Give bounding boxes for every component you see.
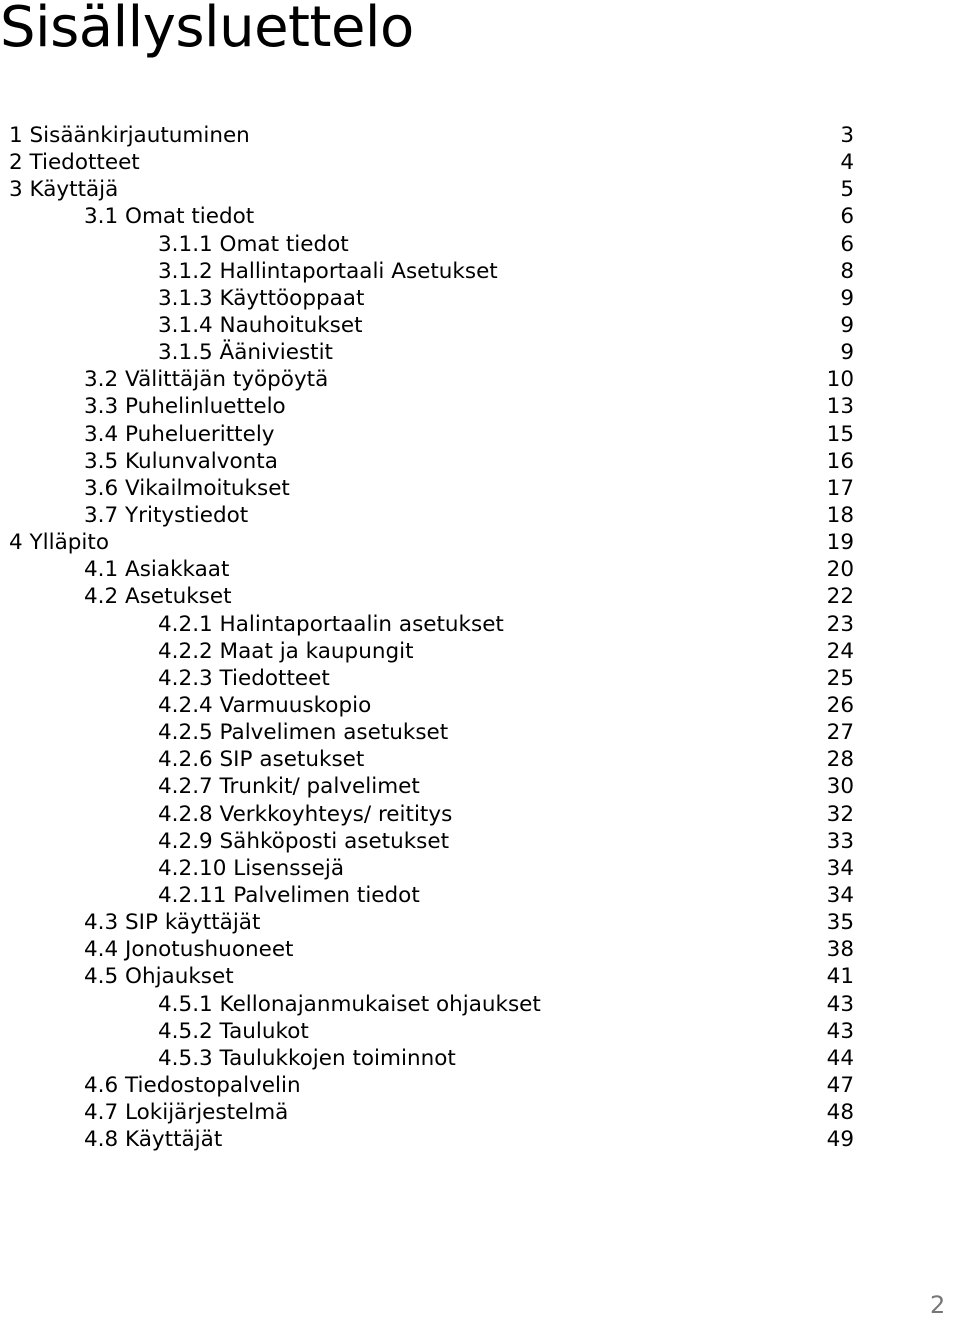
toc-entry[interactable] bbox=[0, 963, 960, 990]
toc-entry[interactable] bbox=[0, 393, 960, 420]
toc-entry-label: 4.2.9 Sähköposti asetukset bbox=[158, 828, 450, 854]
toc-entry[interactable] bbox=[0, 312, 960, 339]
toc-entry-page: 20 bbox=[826, 557, 854, 583]
toc-entry-page: 23 bbox=[826, 611, 854, 637]
toc-entry-page: 6 bbox=[840, 204, 854, 230]
toc-entry[interactable] bbox=[0, 556, 960, 583]
toc-entry-page: 34 bbox=[826, 882, 854, 908]
toc-entry[interactable] bbox=[0, 1072, 960, 1099]
toc-entry-page: 25 bbox=[826, 665, 854, 691]
toc-entry-page: 47 bbox=[826, 1072, 854, 1098]
toc-entry-label: 4.2.8 Verkkoyhteys/ reititys bbox=[158, 801, 453, 827]
toc-entry[interactable] bbox=[0, 583, 960, 610]
toc-entry-page: 24 bbox=[826, 638, 854, 664]
toc-entry-label: 4.2.5 Palvelimen asetukset bbox=[158, 720, 449, 746]
page-title: Sisällysluettelo bbox=[0, 0, 414, 60]
toc-entry[interactable] bbox=[0, 285, 960, 312]
toc-entry-label: 4.2.11 Palvelimen tiedot bbox=[158, 882, 420, 908]
toc-entry[interactable] bbox=[0, 1099, 960, 1126]
toc-entry-label: 4.2.1 Halintaportaalin asetukset bbox=[158, 611, 504, 637]
toc-entry-page: 9 bbox=[840, 340, 854, 366]
toc-entry-label: 2 Tiedotteet bbox=[9, 150, 140, 176]
toc-entry-label: 3.7 Yritystiedot bbox=[84, 502, 249, 528]
toc-entry-label: 3.1 Omat tiedot bbox=[84, 204, 255, 230]
toc-entry-page: 18 bbox=[826, 502, 854, 528]
toc-entry-label: 3.6 Vikailmoitukset bbox=[84, 475, 290, 501]
toc-entry-label: 4.2.10 Lisenssejä bbox=[158, 855, 345, 881]
toc-entry-label: 1 Sisäänkirjautuminen bbox=[9, 123, 250, 148]
toc-entry-label: 4.8 Käyttäjät bbox=[84, 1127, 223, 1153]
toc-entry-label: 4.5.2 Taulukot bbox=[158, 1018, 309, 1044]
toc-entry-page: 6 bbox=[840, 231, 854, 257]
toc-entry-page: 27 bbox=[826, 720, 854, 746]
page-number: 2 bbox=[930, 1291, 946, 1319]
toc-entry-label: 4.4 Jonotushuoneet bbox=[84, 937, 294, 963]
toc-entry-page: 38 bbox=[826, 937, 854, 963]
toc-entry-label: 3.3 Puhelinluettelo bbox=[84, 394, 286, 420]
toc-entry-page: 16 bbox=[826, 448, 854, 474]
toc-entry-page: 49 bbox=[826, 1127, 854, 1153]
toc-entry-page: 26 bbox=[826, 692, 854, 718]
toc-entry-label: 4.3 SIP käyttäjät bbox=[84, 910, 261, 936]
toc-entry-label: 3.1.3 Käyttöoppaat bbox=[158, 285, 365, 311]
toc-entry-label: 4.2.2 Maat ja kaupungit bbox=[158, 638, 414, 664]
toc-entry-label: 4.5.3 Taulukkojen toiminnot bbox=[158, 1045, 456, 1071]
toc-entry-page: 22 bbox=[826, 584, 854, 610]
toc-entry[interactable] bbox=[0, 258, 960, 285]
toc-entry-page: 19 bbox=[826, 530, 854, 556]
toc-entry[interactable] bbox=[0, 475, 960, 502]
toc-entry-page: 4 bbox=[840, 150, 854, 176]
toc-entry[interactable] bbox=[0, 746, 960, 773]
toc-entry-page: 35 bbox=[826, 910, 854, 936]
toc-entry-label: 4.2.6 SIP asetukset bbox=[158, 747, 365, 773]
toc-entry[interactable] bbox=[0, 448, 960, 475]
toc-entry[interactable] bbox=[0, 882, 960, 909]
toc-entry[interactable] bbox=[0, 855, 960, 882]
toc-entry-label: 4.2.7 Trunkit/ palvelimet bbox=[158, 774, 420, 800]
toc-entry-page: 5 bbox=[840, 177, 854, 203]
toc-entry[interactable] bbox=[0, 936, 960, 963]
toc-entry[interactable] bbox=[0, 611, 960, 638]
toc-entry-page: 8 bbox=[840, 258, 854, 284]
toc-entry-page: 44 bbox=[826, 1045, 854, 1071]
toc-entry-label: 4 Ylläpito bbox=[9, 530, 109, 556]
toc-entry-label: 4.1 Asiakkaat bbox=[84, 557, 230, 583]
toc-entry[interactable] bbox=[0, 149, 960, 176]
toc-entry[interactable] bbox=[0, 773, 960, 800]
toc-entry-label: 3.2 Välittäjän työpöytä bbox=[84, 367, 329, 393]
toc-entry[interactable] bbox=[0, 203, 960, 230]
toc-entry-label: 3.5 Kulunvalvonta bbox=[84, 448, 278, 474]
toc-entry-page: 43 bbox=[826, 1018, 854, 1044]
toc-entry[interactable] bbox=[0, 529, 960, 556]
toc-entry-page: 32 bbox=[826, 801, 854, 827]
toc-entry[interactable] bbox=[0, 339, 960, 366]
toc-entry-label: 4.2.4 Varmuuskopio bbox=[158, 692, 372, 718]
toc-entry[interactable] bbox=[0, 719, 960, 746]
toc-entry-page: 33 bbox=[826, 828, 854, 854]
toc-entry[interactable] bbox=[0, 231, 960, 258]
toc-entry[interactable] bbox=[0, 176, 960, 203]
toc-entry-label: 4.2 Asetukset bbox=[84, 584, 232, 610]
toc-entry-page: 43 bbox=[826, 991, 854, 1017]
toc-entry-label: 3.1.2 Hallintaportaali Asetukset bbox=[158, 258, 498, 284]
toc-entry-page: 28 bbox=[826, 747, 854, 773]
toc-entry[interactable] bbox=[0, 366, 960, 393]
toc-entry-page: 48 bbox=[826, 1100, 854, 1126]
toc-entry-page: 17 bbox=[826, 475, 854, 501]
toc-entry-page: 15 bbox=[826, 421, 854, 447]
toc-entry-label: 4.6 Tiedostopalvelin bbox=[84, 1072, 301, 1098]
toc-entry-page: 34 bbox=[826, 855, 854, 881]
toc-entry[interactable] bbox=[0, 502, 960, 529]
toc-entry-label: 4.5.1 Kellonajanmukaiset ohjaukset bbox=[158, 991, 541, 1017]
toc-entry[interactable] bbox=[0, 909, 960, 936]
toc-entry-page: 3 bbox=[840, 123, 854, 148]
toc-entry[interactable] bbox=[0, 1126, 960, 1153]
toc-entry[interactable] bbox=[0, 122, 960, 149]
toc-entry[interactable] bbox=[0, 692, 960, 719]
toc-entry-label: 3 Käyttäjä bbox=[9, 177, 119, 203]
toc-entry[interactable] bbox=[0, 991, 960, 1018]
toc-entry-page: 41 bbox=[826, 964, 854, 990]
toc-entry[interactable] bbox=[0, 1045, 960, 1072]
table-of-contents bbox=[0, 122, 960, 1153]
toc-entry-page: 13 bbox=[826, 394, 854, 420]
toc-entry-label: 3.1.4 Nauhoitukset bbox=[158, 312, 363, 338]
toc-entry-label: 4.2.3 Tiedotteet bbox=[158, 665, 330, 691]
toc-entry[interactable] bbox=[0, 801, 960, 828]
toc-entry[interactable] bbox=[0, 421, 960, 448]
toc-entry-page: 30 bbox=[826, 774, 854, 800]
toc-entry[interactable] bbox=[0, 828, 960, 855]
toc-entry[interactable] bbox=[0, 638, 960, 665]
toc-entry-label: 3.1.5 Ääniviestit bbox=[158, 340, 333, 366]
toc-entry-label: 3.4 Puheluerittely bbox=[84, 421, 275, 447]
toc-entry-page: 10 bbox=[826, 367, 854, 393]
toc-entry-label: 3.1.1 Omat tiedot bbox=[158, 231, 349, 257]
toc-entry[interactable] bbox=[0, 665, 960, 692]
toc-entry-label: 4.5 Ohjaukset bbox=[84, 964, 234, 990]
toc-entry-page: 9 bbox=[840, 285, 854, 311]
toc-entry[interactable] bbox=[0, 1018, 960, 1045]
toc-entry-label: 4.7 Lokijärjestelmä bbox=[84, 1100, 289, 1126]
toc-entry-page: 9 bbox=[840, 312, 854, 338]
